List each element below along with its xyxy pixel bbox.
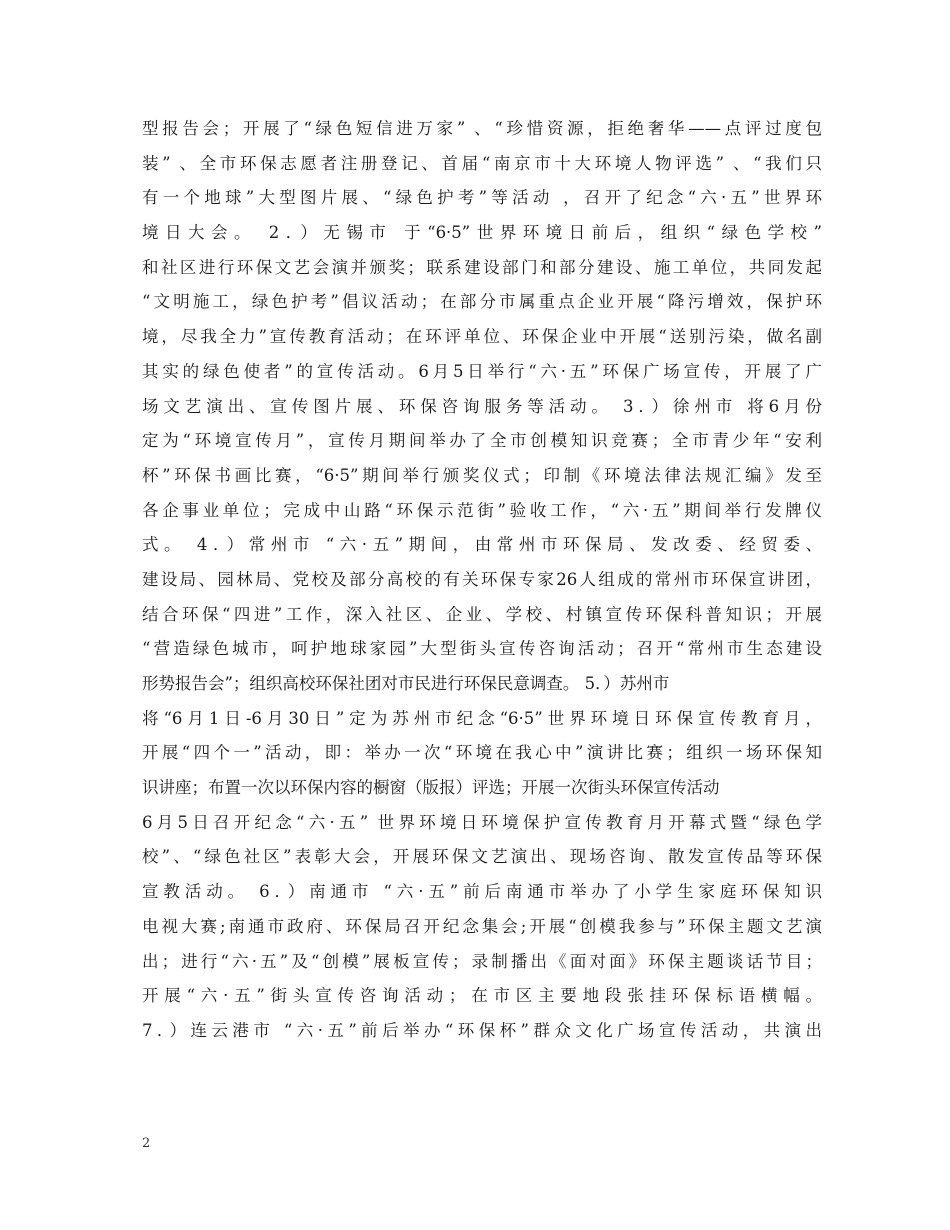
text-line: 形势报告会”；组织高校环保社团对市民进行环保民意调查。 5．）苏州市	[142, 674, 670, 693]
text-line: 型报告会；开展了“绿色短信进万家” 、“珍惜资源，拒绝奢华——点评过度包	[142, 119, 822, 138]
text-line: 识讲座；布置一次以环保内容的橱窗（版报）评选；开展一次街头环保宣传活动	[142, 778, 720, 798]
text-line: 各企事业单位；完成中山路“环保示范街”验收工作，“六·五”期间举行发牌仪	[142, 500, 822, 520]
text-line: 出；进行“六·五”及“创模”展板宣传；录制播出《面对面》环保主题谈话节目；	[142, 951, 822, 971]
text-line: 杯”环保书画比赛，“6·5”期间举行颁奖仪式；印制《环境法律法规汇编》发至	[142, 465, 822, 485]
text-line: 宣教活动。 6．）南通市 “六·五”前后南通市举办了小学生家庭环保知识	[142, 882, 822, 902]
text-line: 校”、“绿色社区”表彰大会，开展环保文艺演出、现场咨询、散发宣传品等环保	[142, 847, 822, 867]
text-line: 境，尽我全力”宣传教育活动；在环评单位、环保企业中开展“送别污染，做名副	[142, 327, 822, 347]
text-line: 定为“环境宣传月”，宣传月期间举办了全市创模知识竞赛；全市青少年“安利	[142, 431, 822, 451]
text-line: 开展“四个一”活动，即：举办一次“环境在我心中”演讲比赛；组织一场环保知	[142, 743, 822, 763]
text-line: 将“6月1日-6月30日”定为苏州市纪念“6·5”世界环境日环保宣传教育月，	[142, 708, 822, 728]
text-line: 有一个地球”大型图片展、“绿色护考”等活动 ，召开了纪念“六·五”世界环	[142, 188, 822, 208]
text-line: 7．）连云港市 “六·五”前后举办“环保杯”群众文化广场宣传活动，共演出	[142, 1020, 822, 1040]
page-number: 2	[142, 1136, 151, 1151]
text-line: 和社区进行环保文艺会演并颁奖；联系建设部门和部分建设、施工单位，共同发起	[142, 257, 822, 277]
text-line: 式。 4．）常州市 “六·五”期间，由常州市环保局、发改委、经贸委、	[142, 535, 822, 555]
text-line: 其实的绿色使者”的宣传活动。6月5日举行“六·五”环保广场宣传，开展了广	[142, 361, 822, 381]
text-line: 6月5日召开纪念“六·五” 世界环境日环境保护宣传教育月开幕式暨“绿色学	[142, 812, 822, 832]
text-line: “营造绿色城市，呵护地球家园”大型街头宣传咨询活动；召开“常州市生态建设	[142, 639, 822, 659]
text-line: 开展“六·五”街头宣传咨询活动；在市区主要地段张挂环保标语横幅。	[142, 986, 822, 1006]
body-text	[142, 112, 822, 1049]
text-line: 装” 、全市环保志愿者注册登记、首届“南京市十大环境人物评选” 、“我们只	[142, 153, 822, 173]
text-line: 境日大会。 2．）无锡市 于“6·5”世界环境日前后，组织“绿色学校”	[142, 223, 822, 243]
text-line: “文明施工，绿色护考”倡议活动；在部分市属重点企业开展“降污增效，保护环	[142, 292, 822, 312]
text-line: 场文艺演出、宣传图片展、环保咨询服务等活动。 3．）徐州市 将6月份	[142, 396, 822, 416]
text-line: 结合环保“四进”工作，深入社区、企业、学校、村镇宣传环保科普知识；开展	[142, 604, 822, 624]
text-line: 建设局、园林局、党校及部分高校的有关环保专家26人组成的常州市环保宣讲团，	[142, 569, 822, 589]
text-line: 电视大赛;南通市政府、环保局召开纪念集会;开展“创模我参与”环保主题文艺演	[142, 916, 822, 936]
